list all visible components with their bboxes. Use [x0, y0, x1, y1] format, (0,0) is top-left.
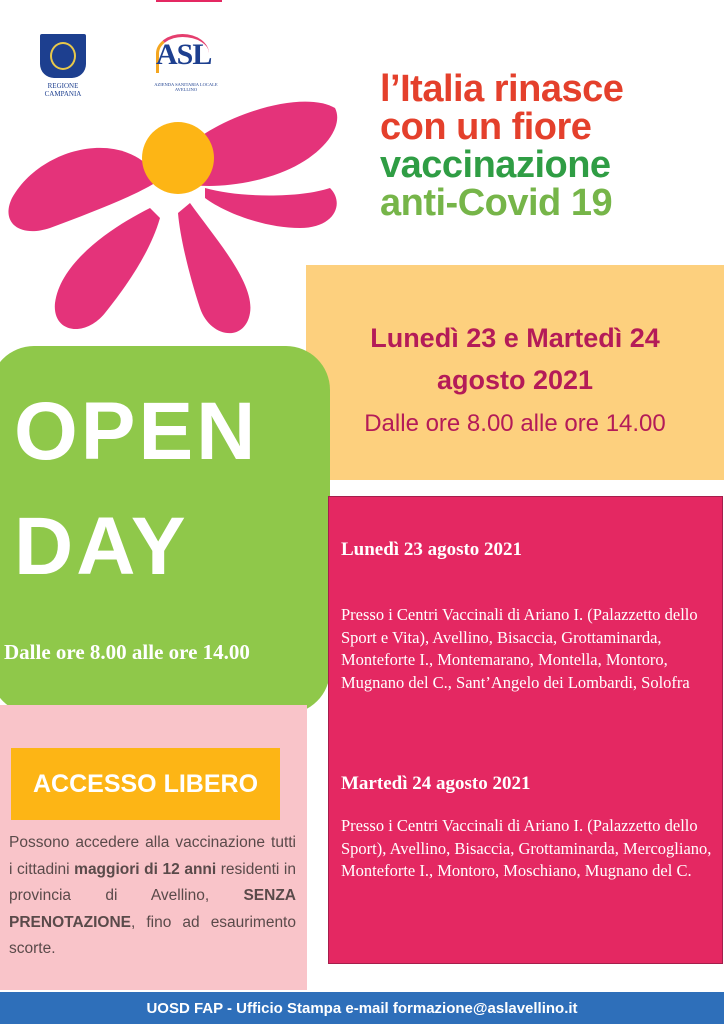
asl-caption: AZIENDA SANITARIA LOCALE AVELLINO — [154, 82, 218, 92]
slogan-line-2: con un fiore — [380, 106, 592, 148]
regione-campania-logo — [32, 32, 94, 98]
asl-logo — [150, 34, 222, 96]
footer-contact: UOSD FAP - Ufficio Stampa e-mail formazione@aslavellino.it — [0, 992, 724, 1024]
flower-icon — [0, 88, 345, 348]
access-age-requirement: maggiori di 12 anni — [74, 860, 217, 878]
access-libero-banner: ACCESSO LIBERO — [11, 748, 280, 820]
open-day-title-open: OPEN — [14, 386, 259, 477]
event-hours: Dalle ore 8.00 alle ore 14.00 — [364, 410, 666, 437]
day2-locations: Presso i Centri Vaccinali di Ariano I. (Palazzetto dello Sport), Avellino, Bisaccia, Grottaminarda, Mercogliano, Monteforte I., Montoro, Moschiano, Mugnano del C. — [341, 816, 712, 880]
slogan-line-1: l’Italia rinasce — [380, 68, 624, 110]
slogan-line-3: vaccinazione — [380, 144, 611, 186]
open-day-hours: Dalle ore 8.00 alle ore 14.00 — [4, 640, 250, 664]
top-accent-line — [156, 0, 222, 2]
day1-locations: Presso i Centri Vaccinali di Ariano I. (Palazzetto dello Sport e Vita), Avellino, Bisaccia, Grottaminarda, Monteforte I., Montemarano, Montella, Montoro, Mugnano del C., Sant’Angelo dei Lombardi, Solofra — [341, 605, 698, 692]
day1-title: Lunedì 23 agosto 2021 — [341, 539, 523, 560]
access-text-part-1: Possono accedere alla vaccinazione tutti i cittadini — [9, 834, 296, 878]
campaign-slogan — [380, 70, 710, 222]
access-text-part-3: , fino ad esaurimento scorte. — [9, 913, 296, 957]
event-dates-box — [306, 265, 724, 480]
day2-title: Martedì 24 agosto 2021 — [341, 773, 531, 794]
open-day-title-day: DAY — [14, 501, 189, 592]
regione-caption: REGIONE CAMPANIA — [44, 82, 82, 98]
slogan-line-4: anti-Covid 19 — [380, 182, 613, 224]
asl-mark: ASL — [156, 38, 212, 71]
schedule-box — [328, 496, 723, 964]
access-description — [9, 830, 296, 963]
event-dates-line-1: Lunedì 23 e Martedì 24 — [370, 323, 660, 353]
access-no-booking: SENZA PRENOTAZIONE — [9, 887, 296, 931]
coat-of-arms-icon — [40, 34, 86, 78]
access-text-part-2: residenti in provincia di Avellino, — [9, 860, 296, 904]
event-dates-line-2: agosto 2021 — [436, 365, 594, 395]
